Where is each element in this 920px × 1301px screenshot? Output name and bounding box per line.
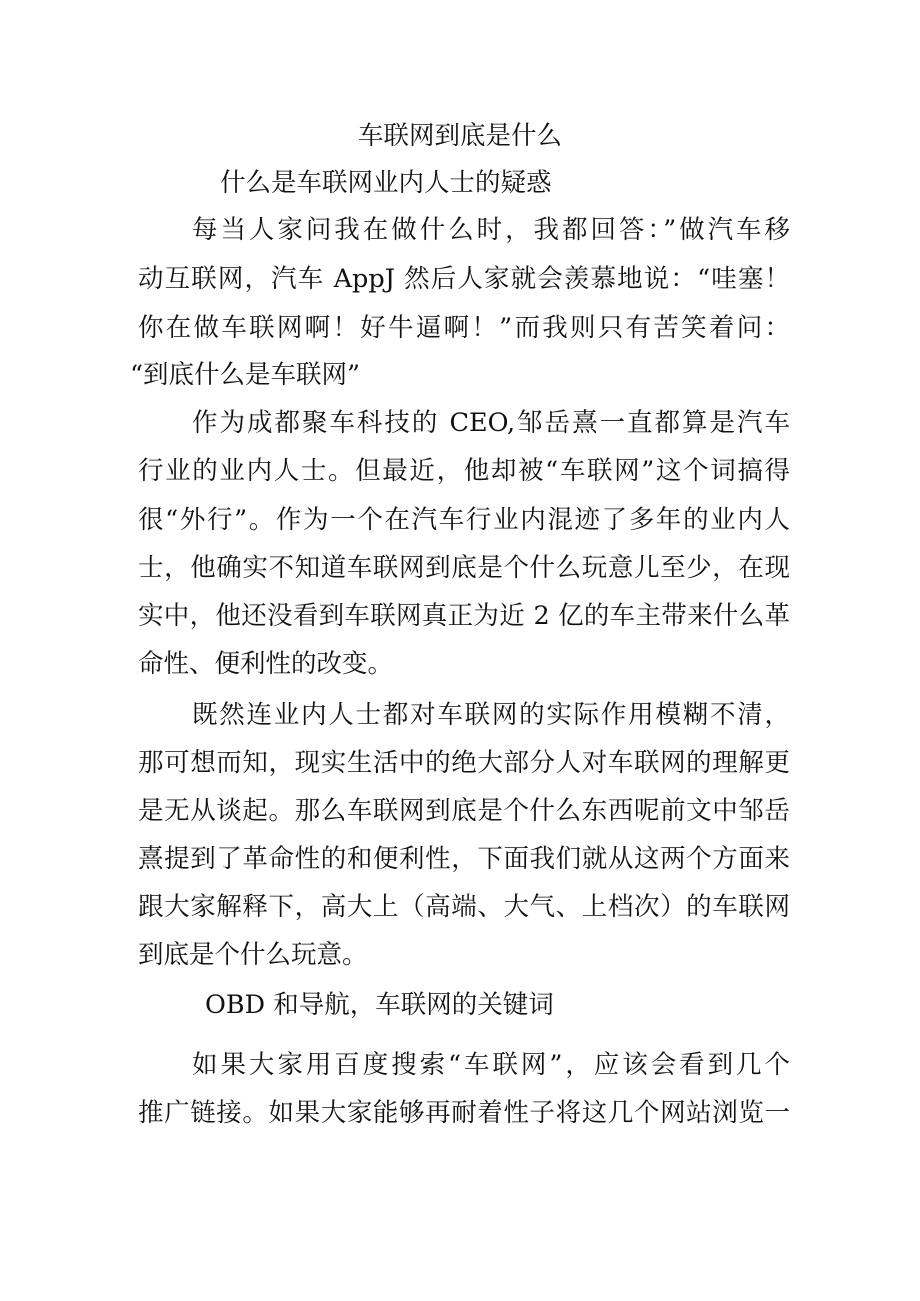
paragraph-2-line-6: 命性、便利性的改变。 — [138, 649, 394, 679]
paragraph-3-line-2: 那可想而知，现实生活中的绝大部分人对车联网的理解更 — [138, 748, 790, 778]
document-title: 车联网到底是什么 — [357, 121, 562, 151]
paragraph-1-line-4: “到底什么是车联网” — [130, 360, 361, 390]
paragraph-1-line-1: 每当人家问我在做什么时，我都回答：”做汽车移 — [192, 215, 790, 245]
paragraph-1-line-3: 你在做车联网啊！好牛逼啊！”而我则只有苦笑着问： — [138, 313, 790, 343]
paragraph-3-line-6: 到底是个什么玩意。 — [138, 940, 368, 970]
paragraph-4-line-1: 如果大家用百度搜索“车联网”，应该会看到几个 — [192, 1050, 790, 1080]
document-subtitle: 什么是车联网业内人士的疑惑 — [220, 168, 552, 198]
paragraph-1-line-2: 动互联网，汽车 AppJ 然后人家就会羡慕地说：“哇塞！ — [138, 264, 790, 294]
paragraph-3-line-1: 既然连业内人士都对车联网的实际作用模糊不清， — [192, 700, 790, 730]
paragraph-3-line-3: 是无从谈起。那么车联网到底是个什么东西呢前文中邹岳 — [138, 796, 790, 826]
paragraph-2-line-2: 行业的业内人士。但最近，他却被“车联网”这个词搞得 — [138, 456, 790, 486]
paragraph-2-line-5: 实中，他还没看到车联网真正为近 2 亿的车主带来什么革 — [138, 601, 790, 631]
paragraph-2-line-3: 很“外行”。作为一个在汽车行业内混迹了多年的业内人 — [138, 505, 790, 535]
paragraph-2-line-4: 士，他确实不知道车联网到底是个什么玩意儿至少，在现 — [138, 553, 790, 583]
paragraph-2-line-1: 作为成都聚车科技的 CEO,邹岳熹一直都算是汽车 — [192, 408, 790, 438]
section-heading: OBD 和导航，车联网的关键词 — [205, 990, 554, 1020]
paragraph-4-line-2: 推广链接。如果大家能够再耐着性子将这几个网站浏览一 — [138, 1098, 790, 1128]
paragraph-3-line-4: 熹提到了革命性的和便利性，下面我们就从这两个方面来 — [138, 844, 790, 874]
paragraph-3-line-5: 跟大家解释下，高大上（高端、大气、上档次）的车联网 — [138, 892, 790, 922]
